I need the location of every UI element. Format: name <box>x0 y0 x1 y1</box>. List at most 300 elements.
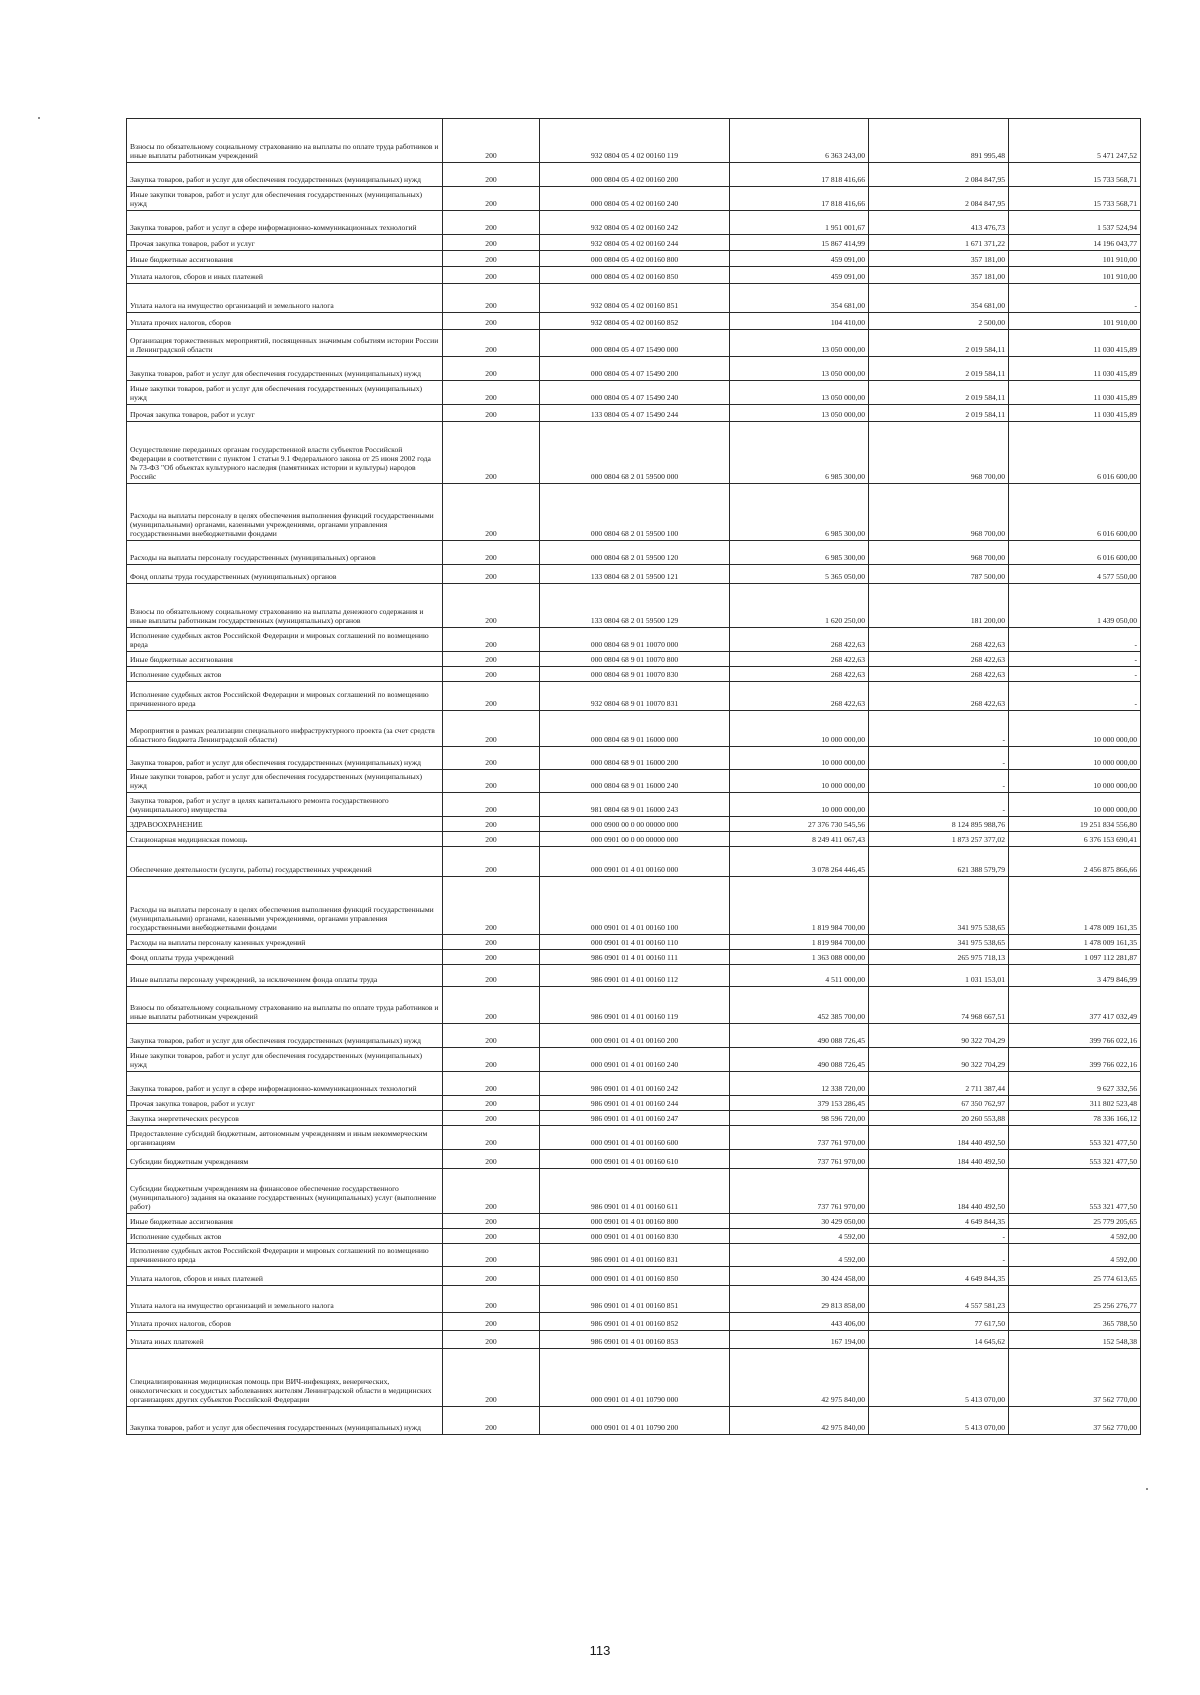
approved-appropriations-cell: 452 385 700,00 <box>730 987 869 1024</box>
approved-appropriations-cell: 4 592,00 <box>730 1229 869 1244</box>
expenditure-name-cell: Субсидии бюджетным учреждениям <box>127 1150 443 1169</box>
unexecuted-amount-cell: 11 030 415,89 <box>1009 381 1141 405</box>
budget-classification-code-cell: 000 0901 00 0 00 00000 000 <box>540 832 730 847</box>
approved-appropriations-cell: 13 050 000,00 <box>730 330 869 357</box>
budget-classification-code-cell: 932 0804 05 4 02 00160 851 <box>540 284 730 313</box>
approved-appropriations-cell: 1 951 001,67 <box>730 211 869 235</box>
budget-classification-code-cell: 932 0804 68 9 01 10070 831 <box>540 682 730 711</box>
expenditure-name-cell: Иные бюджетные ассигнования <box>127 251 443 267</box>
unexecuted-amount-cell: 553 321 477,50 <box>1009 1150 1141 1169</box>
approved-appropriations-cell: 6 985 300,00 <box>730 541 869 565</box>
expenditure-name-cell: Уплата налога на имущество организаций и земельного налога <box>127 284 443 313</box>
budget-classification-code-cell: 000 0901 01 4 01 10790 000 <box>540 1349 730 1407</box>
table-row <box>127 565 1141 584</box>
unexecuted-amount-cell: 11 030 415,89 <box>1009 405 1141 422</box>
executed-amount-cell: 67 350 762,97 <box>869 1096 1009 1111</box>
line-code-cell: 200 <box>443 1267 540 1286</box>
table-row <box>127 1267 1141 1286</box>
budget-classification-code-cell: 000 0901 01 4 01 00160 800 <box>540 1214 730 1229</box>
expenditure-name-cell: Закупка энергетических ресурсов <box>127 1111 443 1126</box>
executed-amount-cell: 2 711 387,44 <box>869 1072 1009 1096</box>
budget-classification-code-cell: 932 0804 05 4 02 00160 244 <box>540 235 730 251</box>
table-row <box>127 1244 1141 1267</box>
unexecuted-amount-cell: 1 478 009 161,35 <box>1009 935 1141 950</box>
unexecuted-amount-cell: 553 321 477,50 <box>1009 1169 1141 1214</box>
executed-amount-cell: 4 649 844,35 <box>869 1267 1009 1286</box>
unexecuted-amount-cell: 6 016 600,00 <box>1009 541 1141 565</box>
expenditure-name-cell: Иные закупки товаров, работ и услуг для обеспечения государственных (муниципальных) нужд <box>127 187 443 211</box>
line-code-cell: 200 <box>443 163 540 187</box>
budget-classification-code-cell: 986 0901 01 4 01 00160 119 <box>540 987 730 1024</box>
expenditure-name-cell: Расходы на выплаты персоналу казенных учреждений <box>127 935 443 950</box>
unexecuted-amount-cell: 399 766 022,16 <box>1009 1048 1141 1072</box>
table-row <box>127 628 1141 652</box>
table-row <box>127 935 1141 950</box>
table-row <box>127 313 1141 330</box>
expenditure-name-cell: Иные бюджетные ассигнования <box>127 652 443 667</box>
table-row <box>127 747 1141 770</box>
approved-appropriations-cell: 104 410,00 <box>730 313 869 330</box>
budget-classification-code-cell: 000 0901 01 4 01 00160 240 <box>540 1048 730 1072</box>
approved-appropriations-cell: 29 813 858,00 <box>730 1286 869 1313</box>
table-row <box>127 793 1141 817</box>
unexecuted-amount-cell: 11 030 415,89 <box>1009 330 1141 357</box>
line-code-cell: 200 <box>443 1313 540 1331</box>
line-code-cell: 200 <box>443 484 540 541</box>
line-code-cell: 200 <box>443 211 540 235</box>
table-row <box>127 877 1141 935</box>
expenditure-name-cell: Иные закупки товаров, работ и услуг для обеспечения государственных (муниципальных) нужд <box>127 770 443 793</box>
executed-amount-cell: - <box>869 711 1009 747</box>
line-code-cell: 200 <box>443 950 540 965</box>
expenditure-name-cell: Фонд оплаты труда учреждений <box>127 950 443 965</box>
table-row <box>127 235 1141 251</box>
unexecuted-amount-cell: - <box>1009 284 1141 313</box>
executed-amount-cell: 184 440 492,50 <box>869 1169 1009 1214</box>
expenditure-name-cell: Закупка товаров, работ и услуг для обеспечения государственных (муниципальных) нужд <box>127 1407 443 1435</box>
executed-amount-cell: 1 671 371,22 <box>869 235 1009 251</box>
unexecuted-amount-cell: 78 336 166,12 <box>1009 1111 1141 1126</box>
unexecuted-amount-cell: 37 562 770,00 <box>1009 1407 1141 1435</box>
line-code-cell: 200 <box>443 965 540 987</box>
approved-appropriations-cell: 6 363 243,00 <box>730 119 869 163</box>
unexecuted-amount-cell: 10 000 000,00 <box>1009 711 1141 747</box>
budget-classification-code-cell: 981 0804 68 9 01 16000 243 <box>540 793 730 817</box>
budget-classification-code-cell: 000 0804 68 9 01 16000 000 <box>540 711 730 747</box>
line-code-cell: 200 <box>443 1331 540 1349</box>
approved-appropriations-cell: 6 985 300,00 <box>730 422 869 484</box>
budget-classification-code-cell: 000 0804 68 2 01 59500 120 <box>540 541 730 565</box>
line-code-cell: 200 <box>443 652 540 667</box>
line-code-cell: 200 <box>443 1072 540 1096</box>
expenditure-name-cell: Расходы на выплаты персоналу в целях обеспечения выполнения функций государственными (муниципальными) органами, казенными учреждениями, органами управления государственными внебюджетными фондами <box>127 484 443 541</box>
executed-amount-cell: - <box>869 747 1009 770</box>
unexecuted-amount-cell: 9 627 332,56 <box>1009 1072 1141 1096</box>
table-row <box>127 1048 1141 1072</box>
expenditure-name-cell: Уплата налога на имущество организаций и земельного налога <box>127 1286 443 1313</box>
executed-amount-cell: 5 413 070,00 <box>869 1349 1009 1407</box>
unexecuted-amount-cell: 4 592,00 <box>1009 1244 1141 1267</box>
budget-classification-code-cell: 000 0901 01 4 01 00160 850 <box>540 1267 730 1286</box>
line-code-cell: 200 <box>443 817 540 832</box>
line-code-cell: 200 <box>443 235 540 251</box>
line-code-cell: 200 <box>443 682 540 711</box>
expenditure-name-cell: Фонд оплаты труда государственных (муниципальных) органов <box>127 565 443 584</box>
executed-amount-cell: - <box>869 793 1009 817</box>
table-row <box>127 1229 1141 1244</box>
budget-classification-code-cell: 000 0804 68 9 01 10070 800 <box>540 652 730 667</box>
executed-amount-cell: 268 422,63 <box>869 682 1009 711</box>
approved-appropriations-cell: 268 422,63 <box>730 652 869 667</box>
scan-speck <box>1146 1488 1148 1490</box>
approved-appropriations-cell: 8 249 411 067,43 <box>730 832 869 847</box>
table-row <box>127 667 1141 682</box>
expenditure-name-cell: Взносы по обязательному социальному страхованию на выплаты по оплате труда работников и иные выплаты работникам учреждений <box>127 119 443 163</box>
budget-execution-table <box>126 118 1141 1435</box>
line-code-cell: 200 <box>443 832 540 847</box>
budget-classification-code-cell: 000 0804 68 9 01 16000 200 <box>540 747 730 770</box>
approved-appropriations-cell: 6 985 300,00 <box>730 484 869 541</box>
line-code-cell: 200 <box>443 770 540 793</box>
budget-classification-code-cell: 000 0804 68 9 01 16000 240 <box>540 770 730 793</box>
line-code-cell: 200 <box>443 1286 540 1313</box>
expenditure-name-cell: Взносы по обязательному социальному страхованию на выплаты по оплате труда работников и иные выплаты работникам учреждений <box>127 987 443 1024</box>
table-row <box>127 682 1141 711</box>
line-code-cell: 200 <box>443 1150 540 1169</box>
unexecuted-amount-cell: 399 766 022,16 <box>1009 1024 1141 1048</box>
executed-amount-cell: 968 700,00 <box>869 541 1009 565</box>
expenditure-name-cell: Взносы по обязательному социальному страхованию на выплаты денежного содержания и иные выплаты работникам государственных (муниципальных) органов <box>127 584 443 628</box>
table-row <box>127 1313 1141 1331</box>
budget-classification-code-cell: 986 0901 01 4 01 00160 247 <box>540 1111 730 1126</box>
expenditure-name-cell: Закупка товаров, работ и услуг для обеспечения государственных (муниципальных) нужд <box>127 1024 443 1048</box>
line-code-cell: 200 <box>443 381 540 405</box>
executed-amount-cell: 184 440 492,50 <box>869 1126 1009 1150</box>
executed-amount-cell: 90 322 704,29 <box>869 1024 1009 1048</box>
expenditure-name-cell: Закупка товаров, работ и услуг для обеспечения государственных (муниципальных) нужд <box>127 747 443 770</box>
line-code-cell: 200 <box>443 1024 540 1048</box>
table-row <box>127 1072 1141 1096</box>
budget-classification-code-cell: 932 0804 05 4 02 00160 242 <box>540 211 730 235</box>
expenditure-name-cell: Закупка товаров, работ и услуг в целях капитального ремонта государственного (муниципального) имущества <box>127 793 443 817</box>
executed-amount-cell: 341 975 538,65 <box>869 935 1009 950</box>
line-code-cell: 200 <box>443 1407 540 1435</box>
unexecuted-amount-cell: 25 774 613,65 <box>1009 1267 1141 1286</box>
line-code-cell: 200 <box>443 847 540 877</box>
executed-amount-cell: 787 500,00 <box>869 565 1009 584</box>
table-body <box>127 119 1141 1435</box>
executed-amount-cell: 621 388 579,79 <box>869 847 1009 877</box>
budget-classification-code-cell: 986 0901 01 4 01 00160 853 <box>540 1331 730 1349</box>
expenditure-name-cell: Исполнение судебных актов <box>127 1229 443 1244</box>
budget-classification-code-cell: 133 0804 68 2 01 59500 121 <box>540 565 730 584</box>
line-code-cell: 200 <box>443 1126 540 1150</box>
table-row <box>127 1126 1141 1150</box>
executed-amount-cell: 2 019 584,11 <box>869 405 1009 422</box>
approved-appropriations-cell: 17 818 416,66 <box>730 163 869 187</box>
budget-classification-code-cell: 000 0804 68 2 01 59500 100 <box>540 484 730 541</box>
expenditure-name-cell: Уплата налогов, сборов и иных платежей <box>127 1267 443 1286</box>
table-row <box>127 381 1141 405</box>
unexecuted-amount-cell: 6 376 153 690,41 <box>1009 832 1141 847</box>
executed-amount-cell: 8 124 895 988,76 <box>869 817 1009 832</box>
budget-classification-code-cell: 986 0901 01 4 01 00160 852 <box>540 1313 730 1331</box>
expenditure-name-cell: Закупка товаров, работ и услуг в сфере информационно-коммуникационных технологий <box>127 211 443 235</box>
expenditure-name-cell: Предоставление субсидий бюджетным, автономным учреждениям и иным некоммерческим организациям <box>127 1126 443 1150</box>
table-row <box>127 584 1141 628</box>
executed-amount-cell: 1 031 153,01 <box>869 965 1009 987</box>
approved-appropriations-cell: 10 000 000,00 <box>730 747 869 770</box>
approved-appropriations-cell: 4 511 000,00 <box>730 965 869 987</box>
expenditure-name-cell: Уплата прочих налогов, сборов <box>127 1313 443 1331</box>
expenditure-name-cell: Прочая закупка товаров, работ и услуг <box>127 235 443 251</box>
approved-appropriations-cell: 10 000 000,00 <box>730 793 869 817</box>
budget-classification-code-cell: 000 0804 68 2 01 59500 000 <box>540 422 730 484</box>
budget-classification-code-cell: 986 0901 01 4 01 00160 611 <box>540 1169 730 1214</box>
budget-classification-code-cell: 000 0900 00 0 00 00000 000 <box>540 817 730 832</box>
line-code-cell: 200 <box>443 405 540 422</box>
unexecuted-amount-cell: 10 000 000,00 <box>1009 793 1141 817</box>
approved-appropriations-cell: 17 818 416,66 <box>730 187 869 211</box>
line-code-cell: 200 <box>443 251 540 267</box>
approved-appropriations-cell: 737 761 970,00 <box>730 1150 869 1169</box>
approved-appropriations-cell: 13 050 000,00 <box>730 405 869 422</box>
line-code-cell: 200 <box>443 628 540 652</box>
executed-amount-cell: 4 557 581,23 <box>869 1286 1009 1313</box>
unexecuted-amount-cell: 4 592,00 <box>1009 1229 1141 1244</box>
table-row <box>127 187 1141 211</box>
executed-amount-cell: 90 322 704,29 <box>869 1048 1009 1072</box>
unexecuted-amount-cell: 101 910,00 <box>1009 251 1141 267</box>
line-code-cell: 200 <box>443 313 540 330</box>
approved-appropriations-cell: 1 819 984 700,00 <box>730 935 869 950</box>
unexecuted-amount-cell: 15 733 568,71 <box>1009 163 1141 187</box>
table-row <box>127 1286 1141 1313</box>
budget-classification-code-cell: 000 0804 68 9 01 10070 000 <box>540 628 730 652</box>
executed-amount-cell: 968 700,00 <box>869 422 1009 484</box>
executed-amount-cell: 181 200,00 <box>869 584 1009 628</box>
budget-classification-code-cell: 000 0901 01 4 01 00160 110 <box>540 935 730 950</box>
budget-classification-code-cell: 000 0804 68 9 01 10070 830 <box>540 667 730 682</box>
expenditure-name-cell: Специализированная медицинская помощь при ВИЧ-инфекциях, венерических, онкологических и сосудистых заболеваниях жителям Ленинградской области в медицинских организациях других субъектов Российской Федерации <box>127 1349 443 1407</box>
budget-classification-code-cell: 986 0901 01 4 01 00160 112 <box>540 965 730 987</box>
unexecuted-amount-cell: 14 196 043,77 <box>1009 235 1141 251</box>
approved-appropriations-cell: 30 429 050,00 <box>730 1214 869 1229</box>
table-row <box>127 284 1141 313</box>
approved-appropriations-cell: 10 000 000,00 <box>730 711 869 747</box>
executed-amount-cell: 413 476,73 <box>869 211 1009 235</box>
unexecuted-amount-cell: 15 733 568,71 <box>1009 187 1141 211</box>
table-row <box>127 484 1141 541</box>
approved-appropriations-cell: 268 422,63 <box>730 667 869 682</box>
line-code-cell: 200 <box>443 1111 540 1126</box>
approved-appropriations-cell: 167 194,00 <box>730 1331 869 1349</box>
expenditure-name-cell: Исполнение судебных актов Российской Федерации и мировых соглашений по возмещению причиненного вреда <box>127 682 443 711</box>
expenditure-name-cell: Расходы на выплаты персоналу государственных (муниципальных) органов <box>127 541 443 565</box>
unexecuted-amount-cell: 4 577 550,00 <box>1009 565 1141 584</box>
approved-appropriations-cell: 354 681,00 <box>730 284 869 313</box>
expenditure-name-cell: Стационарная медицинская помощь <box>127 832 443 847</box>
executed-amount-cell: - <box>869 1244 1009 1267</box>
budget-classification-code-cell: 986 0901 01 4 01 00160 851 <box>540 1286 730 1313</box>
line-code-cell: 200 <box>443 667 540 682</box>
expenditure-name-cell: Закупка товаров, работ и услуг в сфере информационно-коммуникационных технологий <box>127 1072 443 1096</box>
approved-appropriations-cell: 379 153 286,45 <box>730 1096 869 1111</box>
table-row <box>127 770 1141 793</box>
approved-appropriations-cell: 10 000 000,00 <box>730 770 869 793</box>
unexecuted-amount-cell: 377 417 032,49 <box>1009 987 1141 1024</box>
approved-appropriations-cell: 4 592,00 <box>730 1244 869 1267</box>
approved-appropriations-cell: 13 050 000,00 <box>730 381 869 405</box>
unexecuted-amount-cell: 2 456 875 866,66 <box>1009 847 1141 877</box>
unexecuted-amount-cell: - <box>1009 628 1141 652</box>
approved-appropriations-cell: 737 761 970,00 <box>730 1126 869 1150</box>
expenditure-name-cell: ЗДРАВООХРАНЕНИЕ <box>127 817 443 832</box>
table-row <box>127 541 1141 565</box>
line-code-cell: 200 <box>443 357 540 381</box>
table-row <box>127 1214 1141 1229</box>
table-row <box>127 832 1141 847</box>
approved-appropriations-cell: 737 761 970,00 <box>730 1169 869 1214</box>
approved-appropriations-cell: 490 088 726,45 <box>730 1048 869 1072</box>
expenditure-name-cell: Организация торжественных мероприятий, посвященных значимым событиям истории России и Ленинградской области <box>127 330 443 357</box>
expenditure-name-cell: Уплата прочих налогов, сборов <box>127 313 443 330</box>
expenditure-name-cell: Прочая закупка товаров, работ и услуг <box>127 1096 443 1111</box>
line-code-cell: 200 <box>443 747 540 770</box>
table-row <box>127 163 1141 187</box>
executed-amount-cell: 2 019 584,11 <box>869 330 1009 357</box>
table-row <box>127 1169 1141 1214</box>
executed-amount-cell: 4 649 844,35 <box>869 1214 1009 1229</box>
executed-amount-cell: 2 084 847,95 <box>869 187 1009 211</box>
executed-amount-cell: 354 681,00 <box>869 284 1009 313</box>
executed-amount-cell: 268 422,63 <box>869 652 1009 667</box>
expenditure-name-cell: Осуществление переданных органам государственной власти субъектов Российской Федерации в соответствии с пунктом 1 статьи 9.1 Федерального закона от 25 июня 2002 года № 73-ФЗ "Об объектах культурного наследия (памятниках истории и культуры) народов Российс <box>127 422 443 484</box>
line-code-cell: 200 <box>443 565 540 584</box>
executed-amount-cell: 891 995,48 <box>869 119 1009 163</box>
expenditure-name-cell: Субсидии бюджетным учреждениям на финансовое обеспечение государственного (муниципального) задания на оказание государственных (муниципальных) услуг (выполнение работ) <box>127 1169 443 1214</box>
unexecuted-amount-cell: 5 471 247,52 <box>1009 119 1141 163</box>
line-code-cell: 200 <box>443 1048 540 1072</box>
expenditure-name-cell: Иные выплаты персоналу учреждений, за исключением фонда оплаты труда <box>127 965 443 987</box>
budget-classification-code-cell: 000 0804 05 4 07 15490 240 <box>540 381 730 405</box>
budget-classification-code-cell: 000 0901 01 4 01 00160 200 <box>540 1024 730 1048</box>
table-row <box>127 251 1141 267</box>
budget-classification-code-cell: 986 0901 01 4 01 00160 111 <box>540 950 730 965</box>
table-row <box>127 119 1141 163</box>
unexecuted-amount-cell: 37 562 770,00 <box>1009 1349 1141 1407</box>
approved-appropriations-cell: 27 376 730 545,56 <box>730 817 869 832</box>
table-row <box>127 950 1141 965</box>
expenditure-name-cell: Иные закупки товаров, работ и услуг для обеспечения государственных (муниципальных) нужд <box>127 381 443 405</box>
unexecuted-amount-cell: 553 321 477,50 <box>1009 1126 1141 1150</box>
line-code-cell: 200 <box>443 987 540 1024</box>
executed-amount-cell: 20 260 553,88 <box>869 1111 1009 1126</box>
unexecuted-amount-cell: 1 537 524,94 <box>1009 211 1141 235</box>
approved-appropriations-cell: 490 088 726,45 <box>730 1024 869 1048</box>
budget-classification-code-cell: 000 0804 05 4 07 15490 000 <box>540 330 730 357</box>
budget-classification-code-cell: 000 0901 01 4 01 10790 200 <box>540 1407 730 1435</box>
budget-classification-code-cell: 000 0804 05 4 07 15490 200 <box>540 357 730 381</box>
executed-amount-cell: 2 500,00 <box>869 313 1009 330</box>
expenditure-name-cell: Закупка товаров, работ и услуг для обеспечения государственных (муниципальных) нужд <box>127 357 443 381</box>
approved-appropriations-cell: 98 596 720,00 <box>730 1111 869 1126</box>
approved-appropriations-cell: 30 424 458,00 <box>730 1267 869 1286</box>
table-row <box>127 1407 1141 1435</box>
unexecuted-amount-cell: - <box>1009 682 1141 711</box>
table-row <box>127 422 1141 484</box>
unexecuted-amount-cell: 3 479 846,99 <box>1009 965 1141 987</box>
table-row <box>127 847 1141 877</box>
unexecuted-amount-cell: 25 256 276,77 <box>1009 1286 1141 1313</box>
table-row <box>127 1096 1141 1111</box>
budget-classification-code-cell: 932 0804 05 4 02 00160 119 <box>540 119 730 163</box>
line-code-cell: 200 <box>443 1349 540 1407</box>
expenditure-name-cell: Исполнение судебных актов Российской Федерации и мировых соглашений по возмещению причиненного вреда <box>127 1244 443 1267</box>
table-row <box>127 817 1141 832</box>
table-row <box>127 357 1141 381</box>
expenditure-name-cell: Прочая закупка товаров, работ и услуг <box>127 405 443 422</box>
unexecuted-amount-cell: 101 910,00 <box>1009 313 1141 330</box>
table-row <box>127 267 1141 284</box>
expenditure-name-cell: Иные бюджетные ассигнования <box>127 1214 443 1229</box>
approved-appropriations-cell: 1 819 984 700,00 <box>730 877 869 935</box>
executed-amount-cell: 1 873 257 377,02 <box>869 832 1009 847</box>
unexecuted-amount-cell: 152 548,38 <box>1009 1331 1141 1349</box>
table-row <box>127 987 1141 1024</box>
executed-amount-cell: 968 700,00 <box>869 484 1009 541</box>
line-code-cell: 200 <box>443 541 540 565</box>
unexecuted-amount-cell: 10 000 000,00 <box>1009 747 1141 770</box>
executed-amount-cell: 14 645,62 <box>869 1331 1009 1349</box>
unexecuted-amount-cell: 11 030 415,89 <box>1009 357 1141 381</box>
approved-appropriations-cell: 12 338 720,00 <box>730 1072 869 1096</box>
budget-classification-code-cell: 000 0804 05 4 02 00160 850 <box>540 267 730 284</box>
expenditure-name-cell: Иные закупки товаров, работ и услуг для обеспечения государственных (муниципальных) нужд <box>127 1048 443 1072</box>
table-row <box>127 1150 1141 1169</box>
expenditure-name-cell: Расходы на выплаты персоналу в целях обеспечения выполнения функций государственными (муниципальными) органами, казенными учреждениями, органами управления государственными внебюджетными фондами <box>127 877 443 935</box>
executed-amount-cell: 2 019 584,11 <box>869 357 1009 381</box>
budget-classification-code-cell: 000 0901 01 4 01 00160 000 <box>540 847 730 877</box>
table-row <box>127 1024 1141 1048</box>
unexecuted-amount-cell: 6 016 600,00 <box>1009 484 1141 541</box>
budget-classification-code-cell: 133 0804 68 2 01 59500 129 <box>540 584 730 628</box>
unexecuted-amount-cell: 6 016 600,00 <box>1009 422 1141 484</box>
unexecuted-amount-cell: 1 439 050,00 <box>1009 584 1141 628</box>
budget-classification-code-cell: 000 0901 01 4 01 00160 610 <box>540 1150 730 1169</box>
approved-appropriations-cell: 268 422,63 <box>730 682 869 711</box>
executed-amount-cell: 77 617,50 <box>869 1313 1009 1331</box>
table-row <box>127 211 1141 235</box>
approved-appropriations-cell: 3 078 264 446,45 <box>730 847 869 877</box>
line-code-cell: 200 <box>443 330 540 357</box>
budget-classification-code-cell: 000 0901 01 4 01 00160 830 <box>540 1229 730 1244</box>
budget-classification-code-cell: 000 0901 01 4 01 00160 100 <box>540 877 730 935</box>
line-code-cell: 200 <box>443 1169 540 1214</box>
line-code-cell: 200 <box>443 422 540 484</box>
line-code-cell: 200 <box>443 793 540 817</box>
table-row <box>127 1331 1141 1349</box>
executed-amount-cell: - <box>869 770 1009 793</box>
table-row <box>127 1111 1141 1126</box>
line-code-cell: 200 <box>443 1214 540 1229</box>
line-code-cell: 200 <box>443 1229 540 1244</box>
unexecuted-amount-cell: 311 802 523,48 <box>1009 1096 1141 1111</box>
expenditure-name-cell: Уплата налогов, сборов и иных платежей <box>127 267 443 284</box>
table-row <box>127 711 1141 747</box>
expenditure-name-cell: Закупка товаров, работ и услуг для обеспечения государственных (муниципальных) нужд <box>127 163 443 187</box>
unexecuted-amount-cell: 10 000 000,00 <box>1009 770 1141 793</box>
